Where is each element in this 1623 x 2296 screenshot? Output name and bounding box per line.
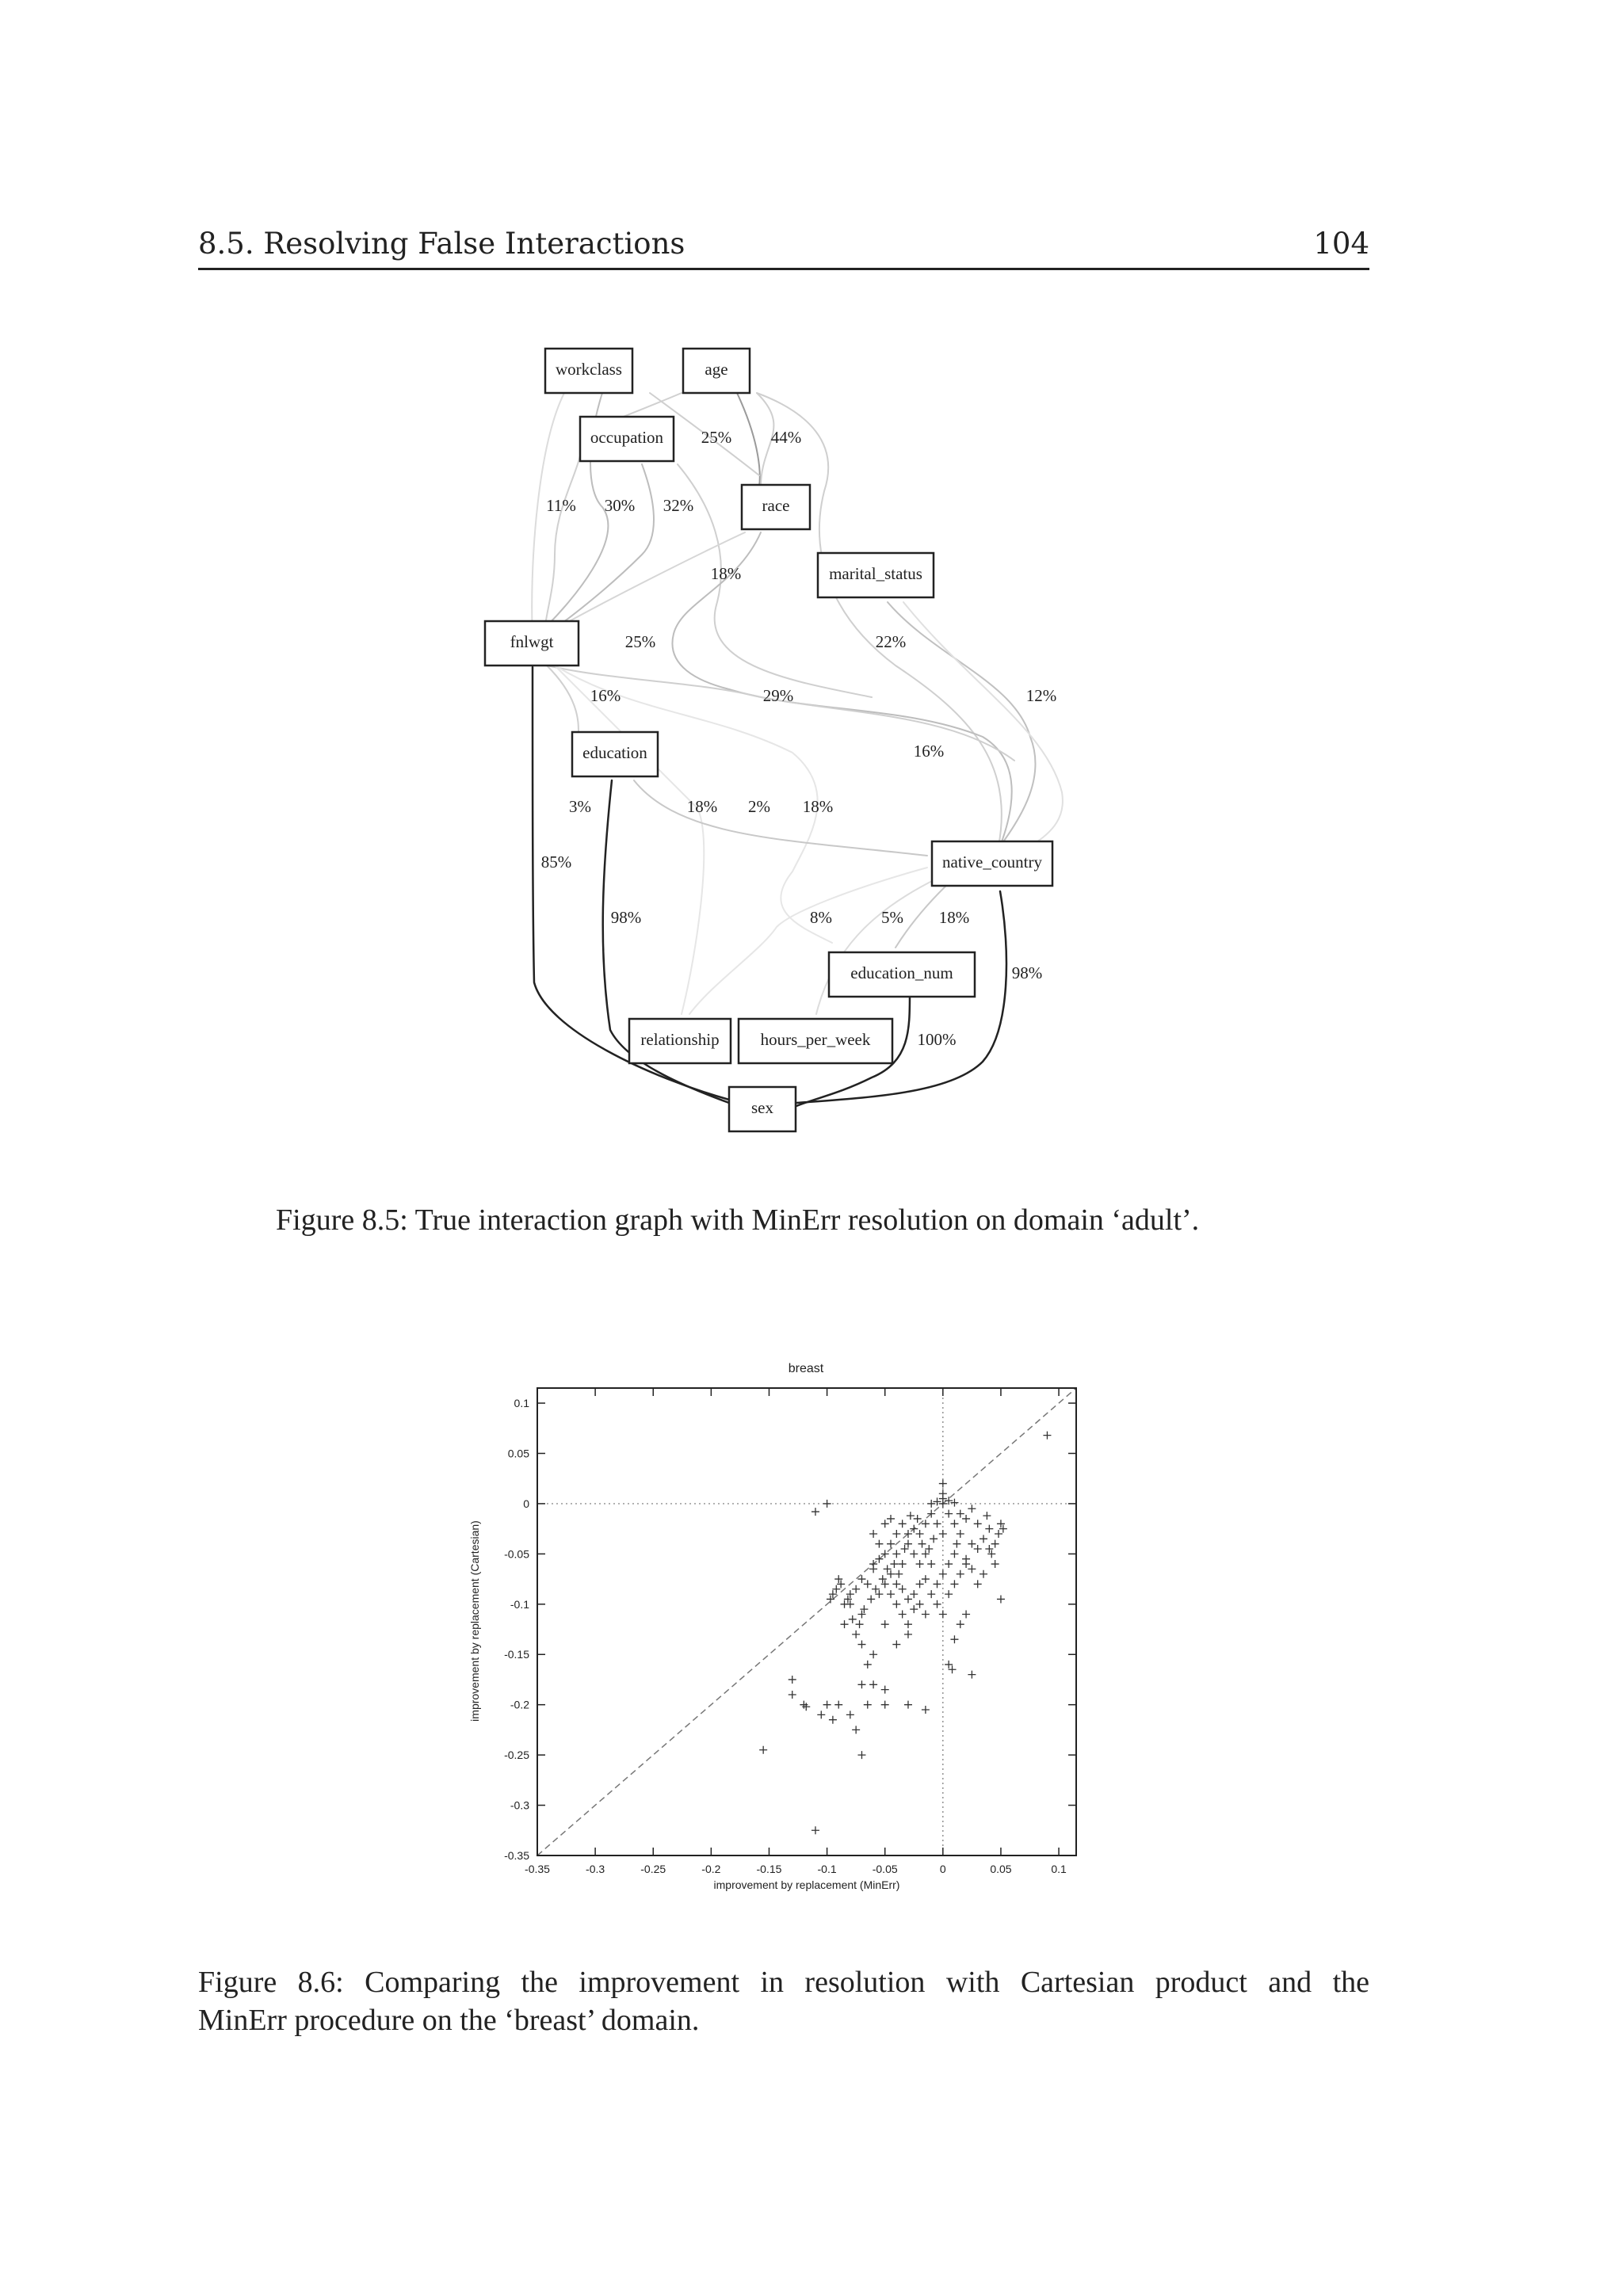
- scatter-point: [974, 1545, 982, 1553]
- x-tick-label: 0.05: [990, 1863, 1012, 1875]
- y-tick-label: 0.05: [507, 1447, 529, 1460]
- scatter-point: [904, 1595, 912, 1603]
- edge-label: 29%: [762, 685, 794, 705]
- y-tick-label: 0.1: [514, 1397, 529, 1410]
- scatter-point: [887, 1570, 895, 1578]
- edge-label: 44%: [770, 427, 802, 447]
- scatter-point: [875, 1540, 883, 1548]
- scatter-point: [881, 1701, 889, 1709]
- scatter-point: [875, 1590, 883, 1598]
- scatter-point: [922, 1610, 930, 1618]
- svg-text:fnlwgt: fnlwgt: [510, 631, 554, 651]
- x-tick-label: -0.25: [640, 1863, 666, 1875]
- scatter-point: [887, 1540, 895, 1548]
- scatter-point: [823, 1701, 831, 1709]
- scatter-point: [846, 1711, 854, 1718]
- scatter-point: [974, 1580, 982, 1588]
- scatter-point: [957, 1620, 964, 1628]
- edge-label: 11%: [546, 495, 576, 515]
- scatter-point: [907, 1512, 915, 1520]
- scatter-point: [945, 1510, 953, 1518]
- scatter-point: [968, 1540, 976, 1548]
- edge-label: 18%: [938, 907, 970, 927]
- caption-line: MinErr procedure on the ‘breast’ domain.: [198, 2004, 700, 2037]
- svg-text:education: education: [582, 742, 647, 762]
- scatter-point: [968, 1565, 976, 1573]
- scatter-point: [957, 1510, 964, 1518]
- scatter-point: [823, 1500, 831, 1508]
- scatter-point: [910, 1590, 918, 1598]
- scatter-point: [991, 1540, 999, 1548]
- scatter-point: [980, 1570, 987, 1578]
- scatter-point: [939, 1489, 947, 1497]
- edge-label: 2%: [748, 796, 770, 816]
- y-axis-ticks: [504, 1397, 1076, 1862]
- scatter-point: [856, 1620, 864, 1628]
- scatter-point: [983, 1512, 991, 1520]
- edge-label: 100%: [917, 1029, 957, 1049]
- scatter-point: [789, 1676, 796, 1684]
- svg-text:relationship: relationship: [640, 1029, 720, 1049]
- edge-label: 98%: [1011, 963, 1043, 982]
- edge-label: 25%: [624, 631, 656, 651]
- scatter-point: [892, 1641, 900, 1649]
- scatter-point: [834, 1701, 842, 1709]
- scatter-point: [832, 1585, 840, 1593]
- scatter-point: [857, 1641, 865, 1649]
- scatter-point: [980, 1535, 987, 1543]
- x-tick-label: -0.15: [756, 1863, 782, 1875]
- scatter-point: [995, 1530, 1002, 1538]
- scatter-point: [869, 1530, 877, 1538]
- scatter-point: [927, 1590, 935, 1598]
- svg-text:education_num: education_num: [850, 963, 953, 982]
- scatter-point: [950, 1580, 958, 1588]
- edge-label: 12%: [1025, 685, 1057, 705]
- edge-label: 18%: [686, 796, 718, 816]
- scatter-point: [892, 1600, 900, 1608]
- scatter-point: [899, 1520, 907, 1527]
- scatter-point: [934, 1520, 941, 1527]
- scatter-point: [869, 1680, 877, 1688]
- edge-label: 16%: [913, 741, 945, 761]
- scatter-point: [867, 1595, 875, 1603]
- scatter-point: [881, 1520, 889, 1527]
- scatter-point: [953, 1540, 960, 1548]
- scatter-point: [901, 1545, 909, 1553]
- edge-label: 25%: [701, 427, 732, 447]
- scatter-point: [887, 1590, 895, 1598]
- scatter-point: [916, 1580, 924, 1588]
- scatter-point: [904, 1701, 912, 1709]
- edge-label: 18%: [802, 796, 834, 816]
- scatter-point: [910, 1550, 918, 1558]
- scatter-point: [817, 1711, 825, 1718]
- scatter-point: [927, 1560, 935, 1568]
- edge-label: 16%: [590, 685, 621, 705]
- scatter-point: [916, 1560, 924, 1568]
- scatter-point: [945, 1560, 953, 1568]
- y-tick-label: -0.05: [504, 1547, 529, 1561]
- scatter-point: [904, 1620, 912, 1628]
- scatter-point: [904, 1630, 912, 1638]
- svg-text:marital_status: marital_status: [829, 563, 922, 583]
- x-tick-label: -0.2: [701, 1863, 721, 1875]
- edge-label: 8%: [810, 907, 832, 927]
- scatter-point: [899, 1610, 907, 1618]
- scatter-point: [968, 1505, 976, 1512]
- scatter-point: [864, 1701, 872, 1709]
- scatter-point: [939, 1570, 947, 1578]
- scatter-point: [945, 1590, 953, 1598]
- y-axis-label: improvement by replacement (Cartesian): [468, 1520, 481, 1722]
- scatter-point: [895, 1570, 903, 1578]
- scatter-point: [974, 1520, 982, 1527]
- scatter-point: [852, 1726, 860, 1733]
- caption-line: Figure 8.6: Comparing the improvement in resolution with Cartesian product and the: [198, 1966, 1369, 1999]
- scatter-point: [892, 1580, 900, 1588]
- scatter-point: [841, 1600, 849, 1608]
- x-tick-label: -0.3: [586, 1863, 605, 1875]
- scatter-point: [872, 1585, 880, 1593]
- x-tick-label: -0.05: [872, 1863, 898, 1875]
- scatter-point: [852, 1630, 860, 1638]
- scatter-point: [892, 1550, 900, 1558]
- scatter-point: [829, 1716, 837, 1724]
- edge-label: 85%: [540, 852, 572, 871]
- scatter-point: [922, 1706, 930, 1714]
- scatter-point: [812, 1826, 819, 1834]
- scatter-point: [864, 1580, 872, 1588]
- scatter-point: [849, 1615, 857, 1623]
- svg-text:sex: sex: [751, 1097, 773, 1117]
- scatter-point: [864, 1661, 872, 1669]
- scatter-point: [945, 1661, 953, 1669]
- scatter-point: [910, 1605, 918, 1613]
- scatter-point: [930, 1535, 938, 1543]
- scatter-point: [884, 1565, 892, 1573]
- edge-label: 22%: [875, 631, 907, 651]
- scatter-point: [916, 1600, 924, 1608]
- scatter-point: [881, 1620, 889, 1628]
- figure-8-5-caption: Figure 8.5: True interaction graph with MinErr resolution on domain ‘adult’.: [276, 1203, 1200, 1237]
- scatter-point: [962, 1610, 970, 1618]
- svg-text:occupation: occupation: [590, 427, 664, 447]
- scatter-point: [968, 1671, 976, 1679]
- x-tick-label: 0: [939, 1863, 946, 1875]
- x-tick-label: -0.35: [525, 1863, 550, 1875]
- scatter-point: [934, 1580, 941, 1588]
- scatter-point: [922, 1575, 930, 1583]
- scatter-point: [950, 1550, 958, 1558]
- scatter-point: [927, 1500, 935, 1508]
- edge-label: 18%: [710, 563, 742, 583]
- edge-label: 5%: [881, 907, 903, 927]
- scatter-point: [949, 1665, 957, 1673]
- scatter-point: [991, 1560, 999, 1568]
- scatter-point: [957, 1530, 964, 1538]
- scatter-point: [950, 1499, 958, 1507]
- scatter-point: [950, 1635, 958, 1643]
- y-tick-label: -0.15: [504, 1648, 529, 1661]
- scatter-point: [914, 1515, 922, 1523]
- scatter-point: [939, 1530, 947, 1538]
- svg-text:age: age: [705, 359, 728, 379]
- edge-label: 3%: [569, 796, 591, 816]
- y-tick-label: -0.1: [510, 1597, 529, 1611]
- svg-text:native_country: native_country: [942, 852, 1042, 871]
- scatter-points: [759, 1432, 1051, 1835]
- scatter-point: [1043, 1432, 1051, 1440]
- x-tick-label: 0.1: [1051, 1863, 1067, 1875]
- reference-lines: [537, 1388, 1076, 1855]
- x-tick-label: -0.1: [817, 1863, 837, 1875]
- svg-text:hours_per_week: hours_per_week: [760, 1029, 871, 1049]
- scatter-point: [934, 1600, 941, 1608]
- figure-8-6-caption: [198, 1963, 1369, 2039]
- y-tick-label: -0.25: [504, 1749, 529, 1762]
- y-tick-label: -0.3: [510, 1798, 529, 1812]
- scatter-point: [899, 1585, 907, 1593]
- svg-text:race: race: [762, 495, 790, 515]
- scatter-point: [852, 1585, 860, 1593]
- scatter-point: [997, 1595, 1005, 1603]
- scatter-point: [925, 1545, 933, 1553]
- scatter-point: [887, 1515, 895, 1523]
- scatter-point: [890, 1560, 898, 1568]
- y-tick-label: -0.35: [504, 1849, 529, 1862]
- section-title: 8.5. Resolving False Interactions: [198, 227, 685, 261]
- scatter-point: [869, 1650, 877, 1658]
- scatter-point: [904, 1540, 912, 1548]
- scatter-point: [922, 1550, 930, 1558]
- scatter-point: [985, 1525, 993, 1533]
- scatter-point: [939, 1480, 947, 1488]
- y-tick-label: -0.2: [510, 1698, 529, 1711]
- scatter-point: [812, 1508, 819, 1516]
- y-tick-label: 0: [523, 1497, 529, 1510]
- scatter-point: [789, 1691, 796, 1699]
- x-axis-label: improvement by replacement (MinErr): [713, 1878, 900, 1891]
- svg-text:workclass: workclass: [556, 359, 622, 379]
- scatter-point: [962, 1515, 970, 1523]
- scatter-point: [950, 1520, 958, 1527]
- scatter-point: [881, 1686, 889, 1694]
- scatter-point: [939, 1610, 947, 1618]
- edge-label: 30%: [604, 495, 636, 515]
- scatter-point: [892, 1530, 900, 1538]
- diagonal-reference-line: [537, 1388, 1076, 1855]
- scatter-point: [957, 1570, 964, 1578]
- page-number: 104: [1313, 227, 1369, 261]
- scatter-point: [899, 1560, 907, 1568]
- scatter-point: [962, 1560, 970, 1568]
- scatter-point: [759, 1746, 767, 1754]
- scatter-point: [857, 1680, 865, 1688]
- edge-label: 98%: [610, 907, 642, 927]
- scatter-point: [857, 1751, 865, 1759]
- chart-title: breast: [788, 1362, 824, 1375]
- edge-label: 32%: [663, 495, 694, 515]
- scatter-point: [841, 1620, 849, 1628]
- scatter-point: [916, 1530, 924, 1538]
- scatter-point: [918, 1540, 926, 1548]
